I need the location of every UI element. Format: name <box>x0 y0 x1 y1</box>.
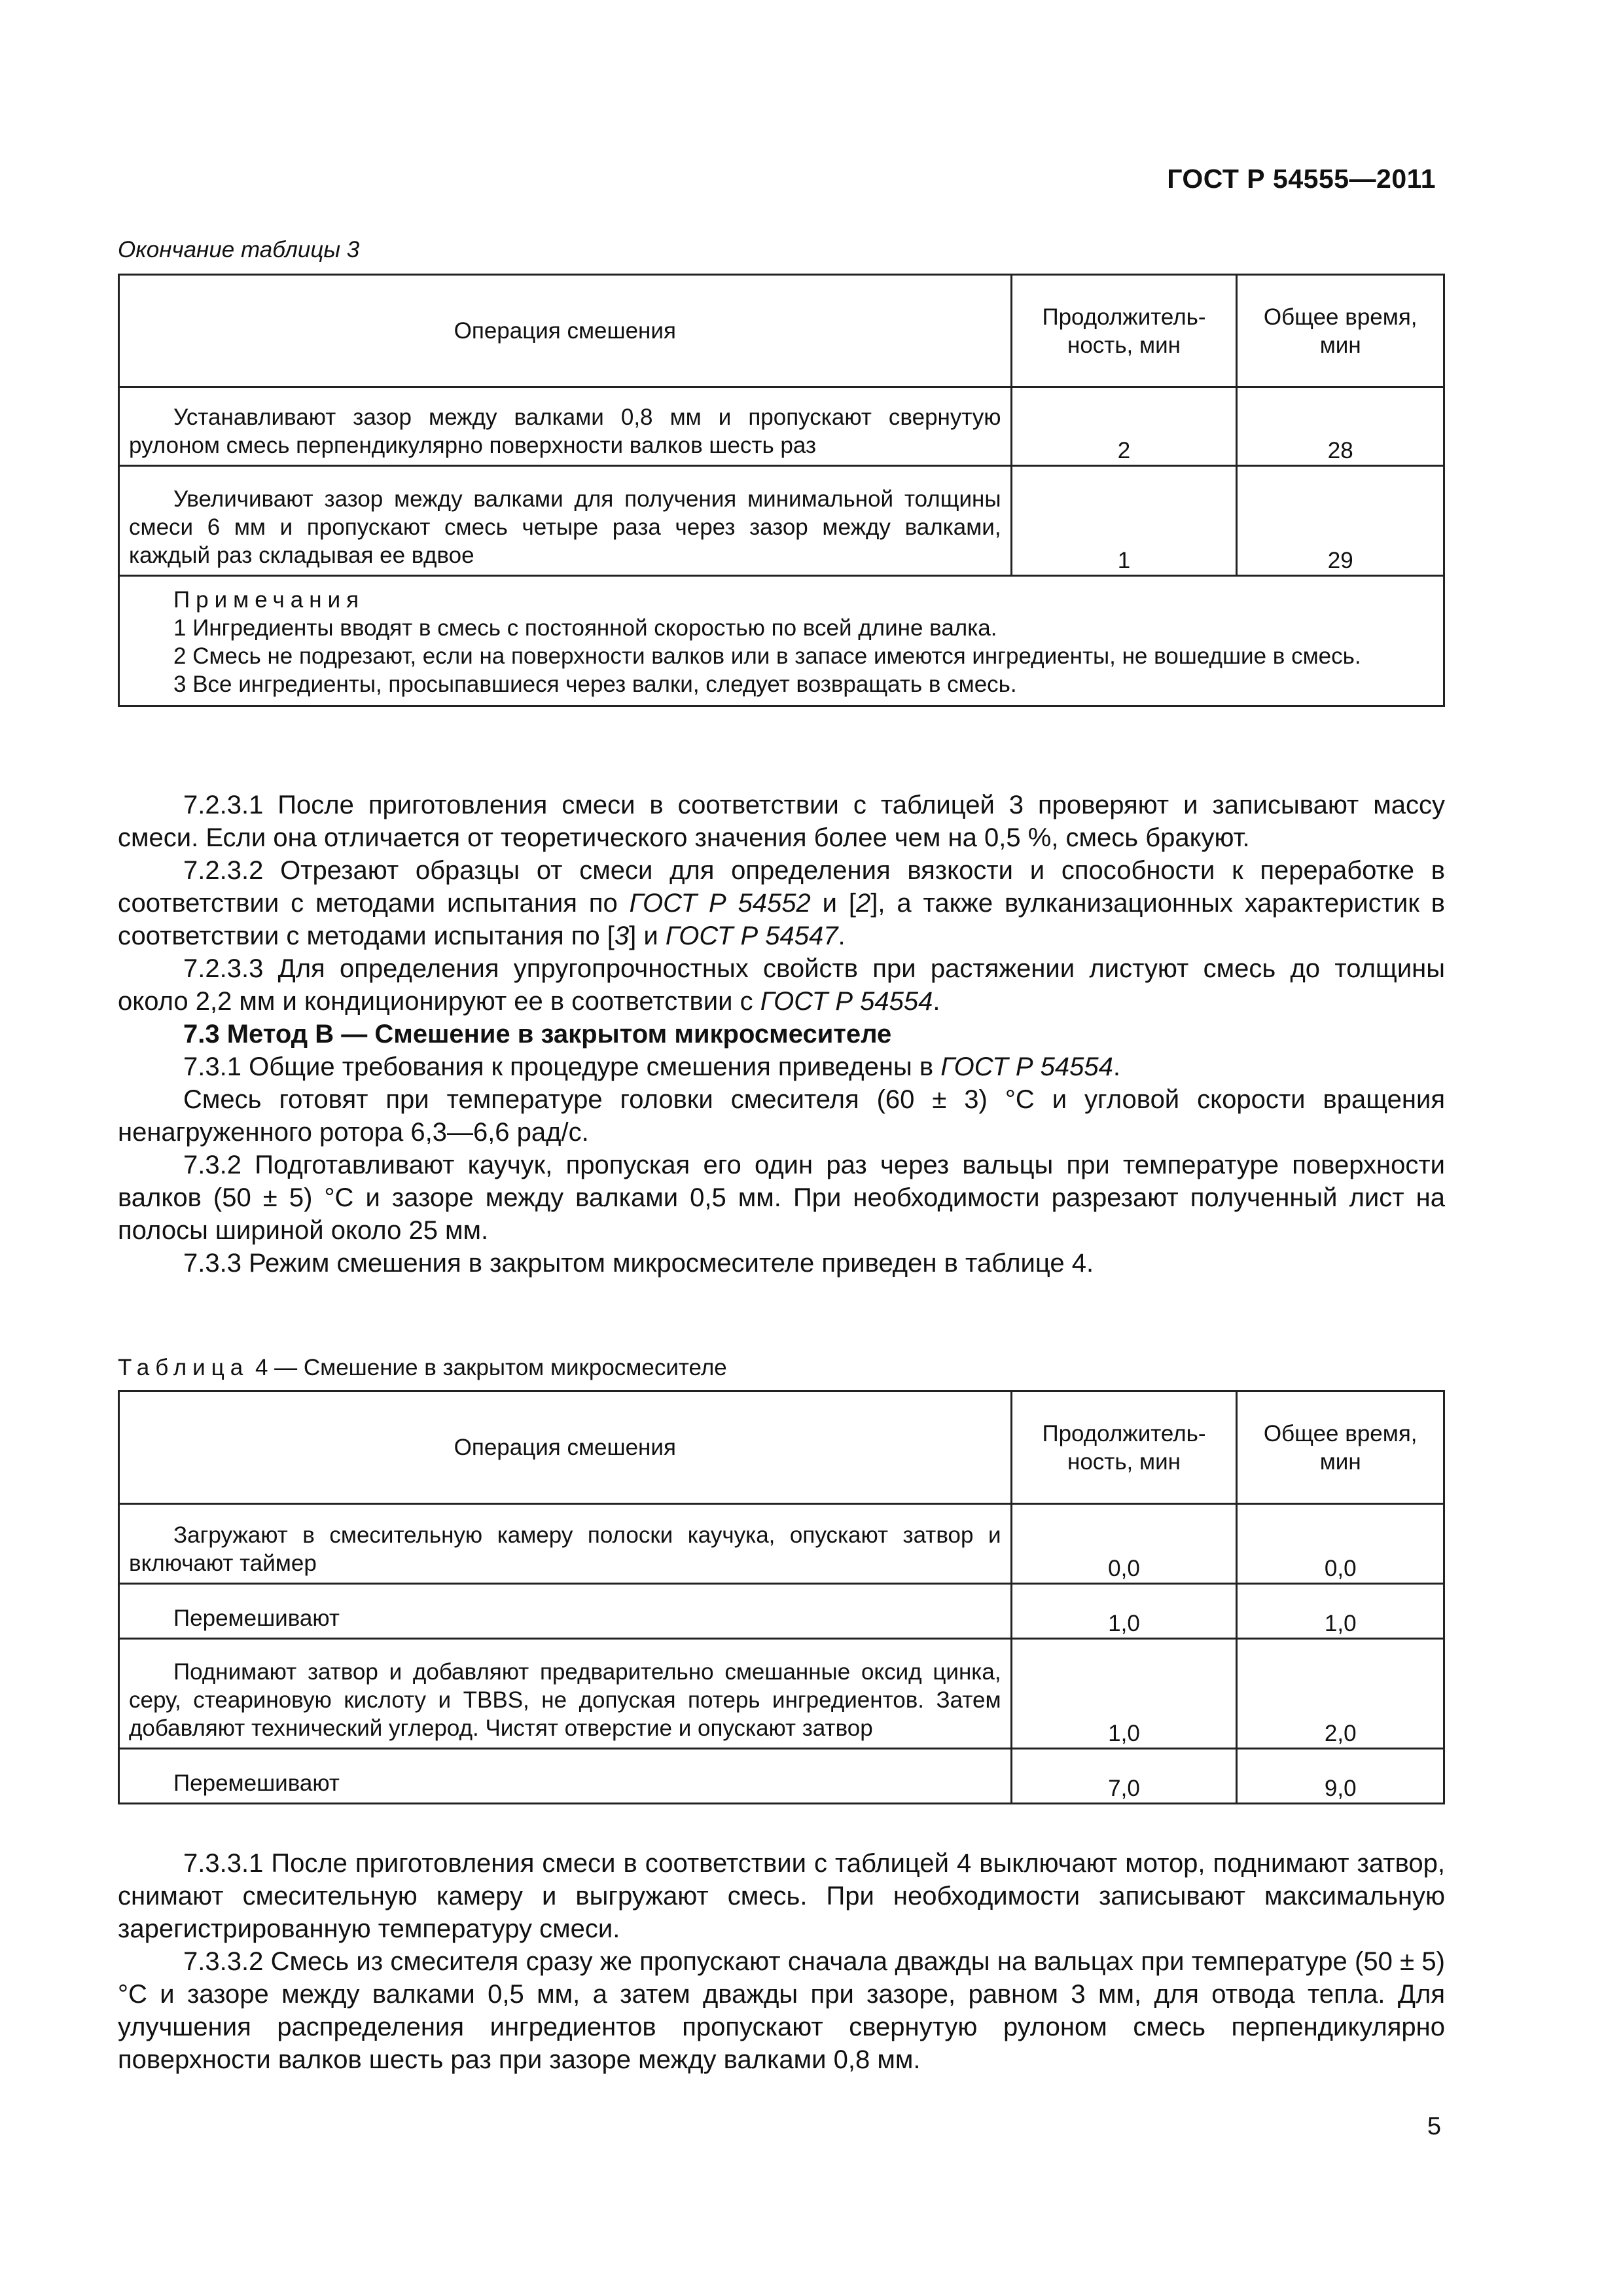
table3-row-1-total: 28 <box>1237 387 1444 466</box>
table3-row-2-duration: 1 <box>1011 466 1237 576</box>
table3-row-2-total: 29 <box>1237 466 1444 576</box>
table-row <box>119 466 1444 576</box>
table4-row-3-total: 2,0 <box>1237 1639 1444 1749</box>
reference-gost-54554: ГОСТ Р 54554 <box>940 1052 1113 1081</box>
paragraph-7-2-3-3: 7.2.3.3 Для определения упругопрочностных свойств при растяжении листуют смесь до толщины около 2,2 мм и кондиционируют ее в соответствии с ГОСТ Р 54554. <box>118 954 1445 1016</box>
table-row <box>119 1504 1444 1584</box>
table4-caption: Таблица 4 — Смешение в закрытом микросмесителе <box>118 1355 727 1380</box>
note-1: 1 Ингредиенты вводят в смесь с постоянной скоростью по всей длине валка. <box>173 615 997 641</box>
paragraph-7-3-3-2: 7.3.3.2 Смесь из смесителя сразу же пропускают сначала дважды на вальцах при температуре (50 ± 5) °С и зазоре между валками 0,5 мм, а затем дважды при зазоре, равном 3 мм, для отвода тепла. Для улучшения распределения ингредиентов пропускают свернутую рулоном смесь перпендикулярно поверхности валков шесть раз при зазоре между валками 0,8 мм. <box>118 1947 1445 2074</box>
table3-header-row <box>119 275 1444 387</box>
paragraph-7-2-3-1: 7.2.3.1 После приготовления смеси в соответствии с таблицей 3 проверяют и записывают массу смеси. Если она отличается от теоретического значения более чем на 0,5 %, смесь бракуют. <box>118 791 1445 852</box>
paragraph-7-3-1: 7.3.1 Общие требования к процедуре смешения приведены в ГОСТ Р 54554. <box>183 1052 1120 1081</box>
page-number: 5 <box>1427 2113 1441 2140</box>
table4-row-2-duration: 1,0 <box>1011 1584 1237 1639</box>
table4-row-1-total: 0,0 <box>1237 1504 1444 1584</box>
table4-header-total: Общее время, мин <box>1237 1391 1444 1504</box>
table4-row-3-duration: 1,0 <box>1011 1639 1237 1749</box>
table3-header-total: Общее время, мин <box>1237 275 1444 387</box>
paragraph-7-2-3-2: 7.2.3.2 Отрезают образцы от смеси для определения вязкости и способности к переработке в соответствии с методами испытания по ГОСТ Р 54552 и [2], а также вулканизационных характеристик в соответствии с методами испытания по [3] и ГОСТ Р 54547. <box>118 856 1445 950</box>
notes-title: Примечания <box>173 587 365 613</box>
table4-row-4-total: 9,0 <box>1237 1749 1444 1804</box>
document-id: ГОСТ Р 54555—2011 <box>1167 164 1436 194</box>
table3 <box>118 274 1445 707</box>
table-row <box>119 1639 1444 1749</box>
table-row <box>119 1749 1444 1804</box>
table3-row-2-operation: Увеличивают зазор между валками для получения минимальной толщины смеси 6 мм и пропускают смесь четыре раза через зазор между валками, каждый раз складывая ее вдвое <box>129 486 1001 568</box>
table3-notes <box>120 577 1443 705</box>
paragraph-7-3-3-1: 7.3.3.1 После приготовления смеси в соответствии с таблицей 4 выключают мотор, поднимают затвор, снимают смесительную камеру и выгружают смесь. При необходимости записывают максимальную зарегистрированную температуру смеси. <box>118 1849 1445 1943</box>
paragraph-7-3-2: 7.3.2 Подготавливают каучук, пропуская его один раз через вальцы при температуре поверхности валков (50 ± 5) °С и зазоре между валками 0,5 мм. При необходимости разрезают полученный лист на полосы шириной около 25 мм. <box>118 1151 1445 1245</box>
table4-row-4-operation: Перемешивают <box>173 1770 340 1796</box>
note-2: 2 Смесь не подрезают, если на поверхности валков или в запасе имеются ингредиенты, не вошедшие в смесь. <box>173 643 1361 669</box>
reference-2: 2 <box>856 889 871 918</box>
reference-gost-54552: ГОСТ Р 54552 <box>629 889 811 918</box>
reference-3: 3 <box>614 922 630 950</box>
section-7-2-3 <box>118 789 1445 1280</box>
reference-gost-54547: ГОСТ Р 54547 <box>665 922 838 950</box>
table4-row-2-operation: Перемешивают <box>173 1605 340 1631</box>
section-7-3-3 <box>118 1847 1445 2076</box>
table4-row-1-operation: Загружают в смесительную камеру полоски каучука, опускают затвор и включают таймер <box>129 1522 1001 1576</box>
table4 <box>118 1390 1445 1804</box>
table4-row-1-duration: 0,0 <box>1011 1504 1237 1584</box>
paragraph-7-3-1-conditions: Смесь готовят при температуре головки смесителя (60 ± 3) °С и угловой скорости вращения ненагруженного ротора 6,3—6,6 рад/с. <box>118 1085 1445 1147</box>
table4-header-row <box>119 1391 1444 1504</box>
table4-row-4-duration: 7,0 <box>1011 1749 1237 1804</box>
table3-notes-row <box>119 576 1444 706</box>
table-row <box>119 387 1444 466</box>
table3-row-1-duration: 2 <box>1011 387 1237 466</box>
table3-row-1-operation: Устанавливают зазор между валками 0,8 мм и пропускают свернутую рулоном смесь перпендикулярно поверхности валков шесть раз <box>129 404 1001 458</box>
reference-gost-54554: ГОСТ Р 54554 <box>760 987 933 1016</box>
table-row <box>119 1584 1444 1639</box>
paragraph-7-3-3: 7.3.3 Режим смешения в закрытом микросмесителе приведен в таблице 4. <box>183 1249 1094 1278</box>
table4-row-3-operation: Поднимают затвор и добавляют предварительно смешанные оксид цинка, серу, стеариновую кислоту и TBBS, не допуская потерь ингредиентов. Затем добавляют технический углерод. Чистят отверстие и опускают затвор <box>129 1659 1001 1741</box>
table4-header-operation: Операция смешения <box>119 1391 1012 1504</box>
section-heading-7-3: 7.3 Метод В — Смешение в закрытом микросмесителе <box>183 1020 892 1049</box>
table3-caption: Окончание таблицы 3 <box>118 237 360 262</box>
table4-header-duration: Продолжитель-ность, мин <box>1011 1391 1237 1504</box>
note-3: 3 Все ингредиенты, просыпавшиеся через валки, следует возвращать в смесь. <box>173 672 1017 697</box>
table4-row-2-total: 1,0 <box>1237 1584 1444 1639</box>
table3-header-duration: Продолжитель-ность, мин <box>1011 275 1237 387</box>
table3-header-operation: Операция смешения <box>119 275 1012 387</box>
